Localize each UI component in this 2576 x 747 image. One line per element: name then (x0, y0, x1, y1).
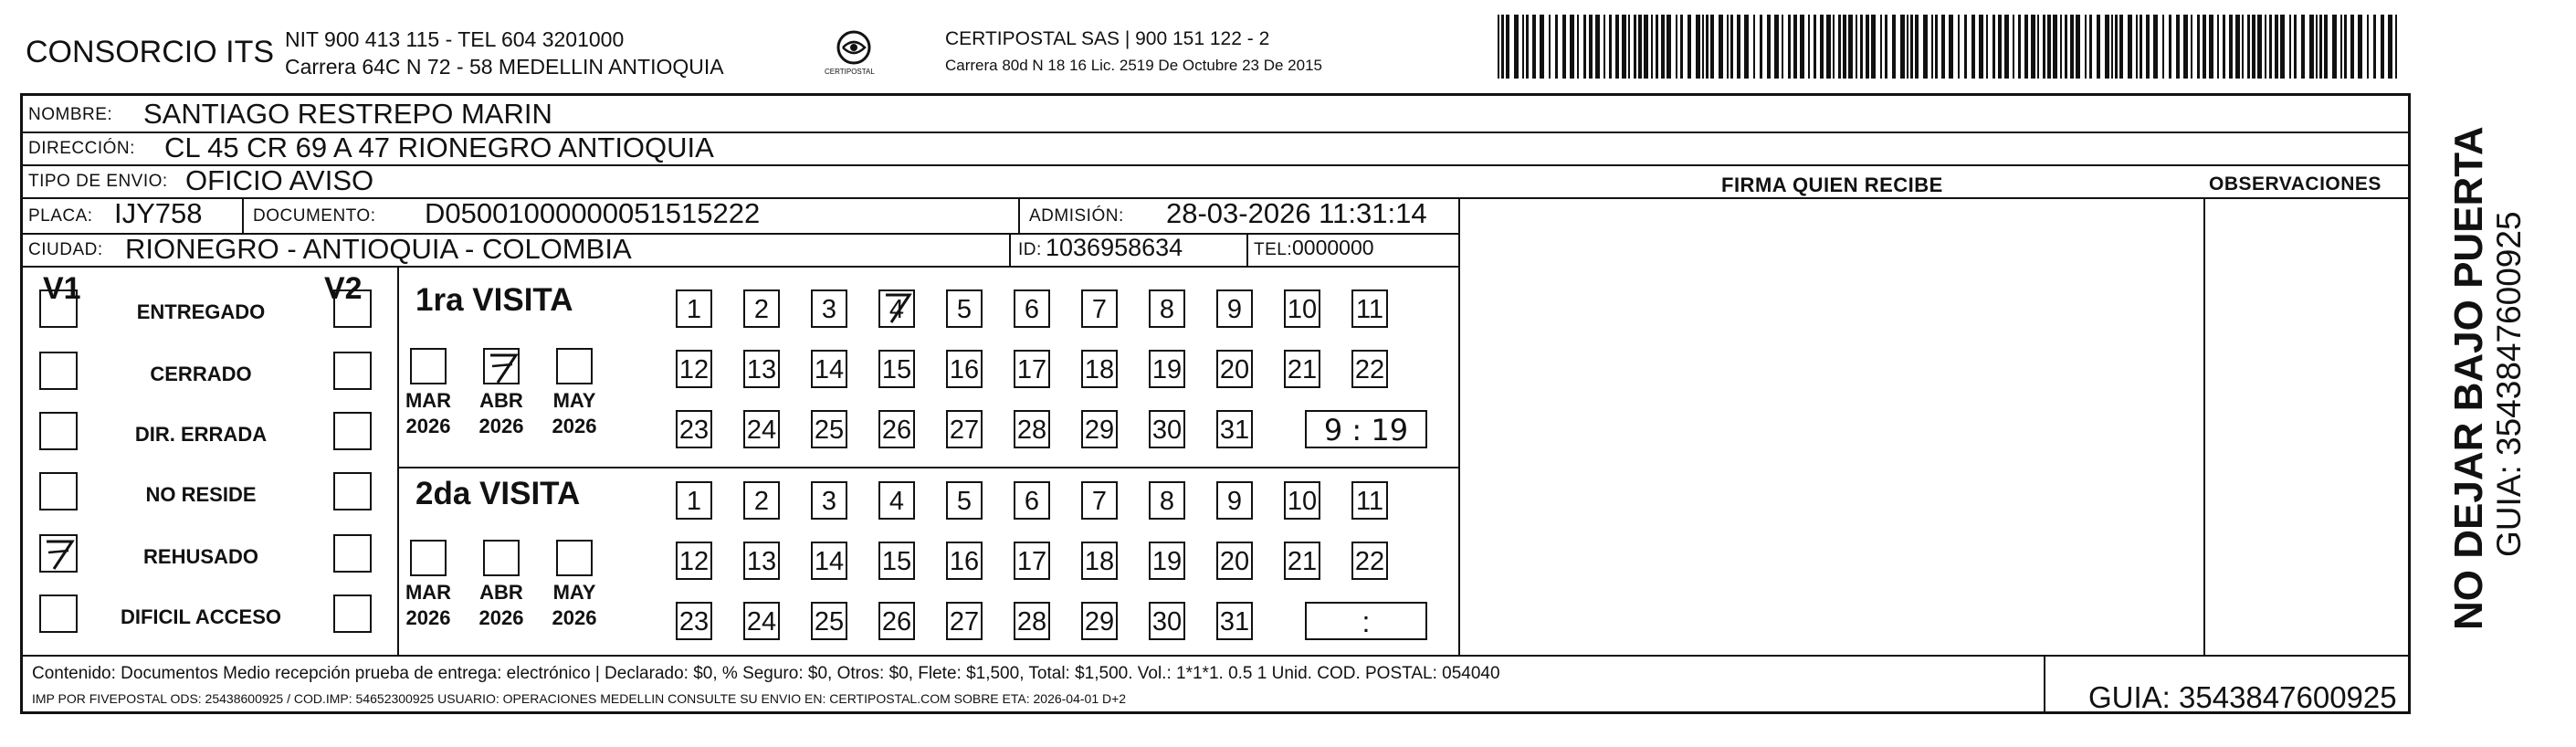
barcode-bar (1892, 15, 1896, 79)
day-box[interactable]: 9 (1216, 289, 1253, 328)
barcode-bar (2060, 15, 2062, 79)
barcode-bar (1667, 15, 1671, 79)
barcode-bar (1833, 15, 1835, 79)
barcode-bar (2169, 15, 2171, 79)
barcode-bar (2105, 15, 2109, 79)
barcode-bar (1860, 15, 1863, 79)
month-label: ABR (479, 389, 523, 412)
barcode-bar (2340, 15, 2342, 79)
barcode-bar (1656, 15, 1658, 79)
barcode-bar (1628, 15, 1630, 79)
day-box[interactable]: 7 (1081, 289, 1118, 328)
day-box[interactable]: 24 (743, 410, 780, 448)
day-box[interactable]: 14 (811, 542, 847, 580)
barcode-bar (1986, 15, 1988, 79)
v1-checkbox[interactable] (39, 534, 78, 573)
barcode-bar (2301, 15, 2305, 79)
barcode-bar (1514, 15, 1519, 79)
footer-print-info: IMP POR FIVEPOSTAL ODS: 25438600925 / COD.IMP: 54652300925 USUARIO: OPERACIONES MEDELLIN CONSULTE SU ENVIO EN: CERTIPOSTAL.COM SOBRE ETA: 2026-04-01 D+2 (32, 691, 1127, 706)
barcode-bar (1800, 15, 1804, 79)
day-box[interactable]: 31 (1216, 410, 1253, 448)
barcode-bar (1615, 15, 1619, 79)
barcode-bar (2097, 15, 2100, 79)
tel-value: 0000000 (1292, 236, 1374, 259)
day-box[interactable]: 11 (1351, 289, 1388, 328)
day-box[interactable]: 16 (946, 350, 983, 388)
barcode-bar (2089, 15, 2092, 79)
day-box[interactable]: 27 (946, 602, 983, 640)
day-box[interactable]: 28 (1014, 602, 1050, 640)
day-box[interactable]: 13 (743, 350, 780, 388)
barcode-bar (2053, 15, 2057, 79)
barcode-bar (1923, 15, 1928, 79)
day-box[interactable]: 15 (878, 350, 915, 388)
barcode-bar (1871, 15, 1876, 79)
v1-checkbox[interactable] (39, 352, 78, 390)
barcode-bar (1676, 15, 1677, 79)
barcode-bar (1788, 15, 1791, 79)
day-box[interactable]: 28 (1014, 410, 1050, 448)
day-box[interactable]: 6 (1014, 481, 1050, 520)
barcode-bar (1651, 15, 1653, 79)
status-label: DIFICIL ACCESO (120, 605, 281, 628)
company-info (285, 26, 724, 80)
status-label: CERRADO (150, 363, 252, 385)
day-box[interactable]: 3 (811, 481, 847, 520)
nombre-label: NOMBRE: (28, 105, 113, 124)
observaciones-heading: OBSERVACIONES (2209, 174, 2381, 195)
day-box[interactable]: 8 (1149, 289, 1185, 328)
certipostal-info (945, 26, 1322, 79)
day-box[interactable]: 25 (811, 410, 847, 448)
barcode-bar (1737, 15, 1740, 79)
day-box[interactable]: 7 (1081, 481, 1118, 520)
visit1-time: 9 : 19 (1305, 410, 1427, 448)
barcode-bar (2319, 15, 2322, 79)
barcode-bar (1644, 15, 1648, 79)
day-box[interactable]: 11 (1351, 481, 1388, 520)
barcode-bar (1744, 15, 1749, 79)
barcode-bar (2257, 15, 2262, 79)
barcode-bar (1727, 15, 1729, 79)
day-box[interactable]: 10 (1284, 481, 1320, 520)
day-box[interactable]: 5 (946, 289, 983, 328)
day-box[interactable]: 22 (1351, 350, 1388, 388)
barcode-bar (1964, 15, 1967, 79)
month-caption (474, 580, 529, 631)
placa-value: IJY758 (114, 197, 203, 229)
firma-heading: FIRMA QUIEN RECIBE (1721, 174, 1943, 196)
status-label: NO RESIDE (145, 483, 257, 506)
barcode-bar (2358, 15, 2362, 79)
id-label: ID: (1018, 240, 1042, 259)
barcode-bar (1706, 15, 1709, 79)
v2-checkbox[interactable] (333, 472, 372, 510)
barcode-bar (2217, 15, 2219, 79)
barcode-bar (1577, 15, 1579, 79)
barcode-bar (1900, 15, 1905, 79)
barcode-bar (2119, 15, 2123, 79)
year-label: 2026 (405, 606, 451, 629)
day-box[interactable]: 5 (946, 481, 983, 520)
barcode-bar (2043, 15, 2045, 79)
day-box[interactable]: 24 (743, 602, 780, 640)
day-box[interactable]: 31 (1216, 602, 1253, 640)
check-mark-icon (485, 350, 521, 386)
day-box[interactable]: 3 (811, 289, 847, 328)
delivery-form (20, 93, 2411, 714)
v2-checkbox[interactable] (333, 412, 372, 450)
footer-contents: Contenido: Documentos Medio recepción prueba de entrega: electrónico | Declarado: $0, % Seguro: $0, Otros: $0, Flete: $1,500, Total: $1,500. Vol.: 1*1*1. 0.5 1 Unid. COD. POSTAL: 054040 (32, 664, 1500, 683)
barcode-bar (1501, 15, 1504, 79)
barcode-bar (2018, 15, 2021, 79)
barcode-bar (1992, 15, 1995, 79)
barcode-bar (1767, 15, 1771, 79)
year-label: 2026 (478, 415, 524, 437)
company-name: CONSORCIO ITS (26, 35, 275, 69)
barcode-bar (1522, 15, 1524, 79)
day-box[interactable]: 23 (676, 410, 712, 448)
barcode-bar (1760, 15, 1762, 79)
barcode-bar (2203, 15, 2206, 79)
barcode-bar (1555, 15, 1558, 79)
ciudad-value: RIONEGRO - ANTIOQUIA - COLOMBIA (125, 233, 632, 265)
barcode-bar (1949, 15, 1953, 79)
barcode-bar (1498, 15, 1499, 79)
barcode-bar (1680, 15, 1683, 79)
v2-checkbox[interactable] (333, 594, 372, 633)
side-notice-line1: NO DEJAR BAJO PUERTA (2446, 126, 2491, 630)
documento-label: DOCUMENTO: (253, 206, 376, 226)
day-box[interactable]: 1 (676, 481, 712, 520)
barcode-bar (1562, 15, 1566, 79)
check-mark-icon (880, 291, 915, 326)
barcode-bar (1808, 15, 1810, 79)
barcode-bar (2309, 15, 2314, 79)
month-caption (401, 388, 456, 439)
barcode-bar (1506, 15, 1509, 79)
day-box[interactable]: 16 (946, 542, 983, 580)
month-label: MAR (405, 581, 452, 604)
barcode-bar (2037, 15, 2039, 79)
barcode-bar (2367, 15, 2369, 79)
day-box[interactable]: 26 (878, 410, 915, 448)
status-label: REHUSADO (143, 545, 258, 568)
month-checkbox[interactable] (410, 540, 447, 576)
barcode-bar (1583, 15, 1586, 79)
month-caption (401, 580, 456, 631)
logo-text: CERTIPOSTAL (825, 68, 875, 76)
v2-checkbox[interactable] (333, 289, 372, 328)
day-box[interactable]: 29 (1081, 410, 1118, 448)
nit-line: NIT 900 413 115 - TEL 604 3201000 (285, 27, 625, 51)
barcode-bar (1719, 15, 1723, 79)
barcode-bar (1856, 15, 1857, 79)
barcode-bar (1826, 15, 1831, 79)
barcode-bar (1688, 15, 1691, 79)
barcode-bar (2024, 15, 2028, 79)
barcode-bar (1915, 15, 1919, 79)
day-box[interactable]: 21 (1284, 350, 1320, 388)
day-box[interactable]: 12 (676, 542, 712, 580)
barcode-bar (1866, 15, 1869, 79)
barcode-bar (1935, 15, 1938, 79)
day-box[interactable]: 27 (946, 410, 983, 448)
visit2-time: : (1305, 602, 1427, 640)
barcode-bar (2344, 15, 2347, 79)
barcode-bar (2381, 15, 2384, 79)
v1-checkbox[interactable] (39, 289, 78, 328)
barcode-bar (1793, 15, 1797, 79)
barcode-bar (1998, 15, 2002, 79)
day-box[interactable]: 15 (878, 542, 915, 580)
barcode-bar (2191, 15, 2192, 79)
barcode-bar (2013, 15, 2014, 79)
barcode-bar (1532, 15, 1536, 79)
barcode-bar (1910, 15, 1913, 79)
month-label: ABR (479, 581, 523, 604)
barcode-bar (1634, 15, 1636, 79)
barcode-bar (2111, 15, 2113, 79)
barcode-bar (2115, 15, 2118, 79)
barcode-bar (2183, 15, 2188, 79)
barcode-bar (2047, 15, 2051, 79)
barcode-bar (2373, 15, 2376, 79)
year-label: 2026 (405, 415, 451, 437)
month-label: MAY (552, 581, 596, 604)
barcode-bar (1907, 15, 1908, 79)
barcode-bar (2324, 15, 2328, 79)
day-box[interactable]: 12 (676, 350, 712, 388)
status-label: DIR. ERRADA (134, 423, 268, 446)
month-label: MAY (552, 389, 596, 412)
barcode-bar (2085, 15, 2087, 79)
admision-value: 28-03-2026 11:31:14 (1166, 197, 1427, 229)
v1-checkbox[interactable] (39, 412, 78, 450)
day-box[interactable]: 29 (1081, 602, 1118, 640)
month-caption (547, 388, 602, 439)
documento-value: D05001000000051515222 (425, 197, 761, 229)
month-checkbox[interactable] (483, 348, 520, 384)
barcode-bar (2070, 15, 2074, 79)
month-caption (547, 580, 602, 631)
barcode-bar (1603, 15, 1605, 79)
barcode-bar (2235, 15, 2240, 79)
month-checkbox[interactable] (556, 540, 593, 576)
barcode-bar (1931, 15, 1933, 79)
day-box[interactable]: 23 (676, 602, 712, 640)
barcode-bar (2316, 15, 2318, 79)
tipo-label: TIPO DE ENVIO: (28, 172, 168, 191)
day-box[interactable]: 2 (743, 289, 780, 328)
barcode-bar (1979, 15, 1983, 79)
day-box[interactable]: 30 (1149, 410, 1185, 448)
barcode-bar (1622, 15, 1626, 79)
day-box[interactable]: 22 (1351, 542, 1388, 580)
day-box[interactable]: 1 (676, 289, 712, 328)
month-checkbox[interactable] (410, 348, 447, 384)
day-box[interactable]: 10 (1284, 289, 1320, 328)
barcode-bar (1885, 15, 1887, 79)
barcode-bar (2153, 15, 2158, 79)
barcode-bar (2076, 15, 2080, 79)
admision-label: ADMISIÓN: (1029, 206, 1124, 226)
barcode-bar (1661, 15, 1665, 79)
day-box[interactable]: 17 (1014, 350, 1050, 388)
side-notice (2418, 82, 2546, 648)
barcode-bar (1880, 15, 1882, 79)
day-number: 4 (888, 295, 905, 324)
v2-checkbox[interactable] (333, 352, 372, 390)
v2-checkbox[interactable] (333, 534, 372, 573)
barcode-bar (1838, 15, 1841, 79)
year-label: 2026 (552, 606, 597, 629)
month-label: MAR (405, 389, 452, 412)
year-label: 2026 (478, 606, 524, 629)
barcode-bar (2065, 15, 2067, 79)
day-box[interactable]: 30 (1149, 602, 1185, 640)
v2-heading: V2 (324, 271, 363, 306)
barcode-bar (1730, 15, 1733, 79)
tel-label: TEL: (1254, 240, 1293, 259)
barcode-bar (1710, 15, 1714, 79)
address-line: Carrera 64C N 72 - 58 MEDELLIN ANTIOQUIA (285, 55, 724, 79)
barcode-bar (2128, 15, 2132, 79)
day-box[interactable]: 25 (811, 602, 847, 640)
certi-sub: Carrera 80d N 18 16 Lic. 2519 De Octubre 23 De 2015 (945, 57, 1322, 74)
barcode-bar (2294, 15, 2297, 79)
day-box[interactable]: 21 (1284, 542, 1320, 580)
direccion-value: CL 45 CR 69 A 47 RIONEGRO ANTIOQUIA (164, 132, 714, 163)
month-checkbox[interactable] (556, 348, 593, 384)
check-mark-icon (41, 536, 78, 573)
barcode-bar (2275, 15, 2278, 79)
day-box[interactable]: 18 (1081, 350, 1118, 388)
day-box[interactable]: 19 (1149, 350, 1185, 388)
day-box[interactable]: 8 (1149, 481, 1185, 520)
barcode-bar (2265, 15, 2266, 79)
year-label: 2026 (552, 415, 597, 437)
barcode-bar (2136, 15, 2138, 79)
barcode-bar (1820, 15, 1824, 79)
v1-checkbox[interactable] (39, 594, 78, 633)
status-label: ENTREGADO (136, 300, 266, 323)
barcode-bar (2247, 15, 2250, 79)
barcode-bar (2229, 15, 2233, 79)
barcode-bar (2004, 15, 2009, 79)
barcode-bar (1638, 15, 1642, 79)
barcode-bar (1526, 15, 1529, 79)
barcode-bar (2162, 15, 2164, 79)
barcode-bar (1540, 15, 1544, 79)
barcode-bar (1971, 15, 1975, 79)
nombre-value: SANTIAGO RESTREPO MARIN (143, 98, 552, 130)
direccion-label: DIRECCIÓN: (28, 139, 135, 158)
day-box[interactable]: 2 (743, 481, 780, 520)
barcode-bar (2031, 15, 2035, 79)
barcode-bar (2223, 15, 2225, 79)
barcode-bar (1702, 15, 1704, 79)
barcode-bar (2395, 15, 2397, 79)
month-checkbox[interactable] (483, 540, 520, 576)
barcode-bar (1696, 15, 1700, 79)
day-box[interactable] (878, 289, 915, 328)
side-notice-line2: GUIA: 3543847600925 (2490, 211, 2528, 557)
v1-checkbox[interactable] (39, 472, 78, 510)
barcode-bar (1843, 15, 1846, 79)
barcode-bar (2252, 15, 2255, 79)
tipo-value: OFICIO AVISO (185, 164, 374, 196)
barcode-bar (2289, 15, 2291, 79)
barcode-bar (2269, 15, 2272, 79)
barcode-bar (2176, 15, 2180, 79)
barcode-bar (1589, 15, 1593, 79)
barcode-bar (2197, 15, 2200, 79)
barcode-bar (1595, 15, 1600, 79)
day-box[interactable]: 26 (878, 602, 915, 640)
day-box[interactable]: 20 (1216, 542, 1253, 580)
barcode-bar (1814, 15, 1816, 79)
day-box[interactable]: 4 (878, 481, 915, 520)
day-box[interactable]: 9 (1216, 481, 1253, 520)
id-value: 1036958634 (1046, 234, 1183, 261)
guia-number: GUIA: 3543847600925 (2088, 680, 2397, 714)
day-box[interactable]: 19 (1149, 542, 1185, 580)
day-box[interactable]: 6 (1014, 289, 1050, 328)
barcode-bar (1958, 15, 1960, 79)
barcode-bar (2280, 15, 2285, 79)
barcode-bar (1753, 15, 1755, 79)
barcode-icon (1498, 15, 2402, 79)
barcode-bar (1782, 15, 1783, 79)
month-caption (474, 388, 529, 439)
ciudad-label: CIUDAD: (28, 240, 103, 259)
barcode-bar (2209, 15, 2213, 79)
day-box[interactable]: 13 (743, 542, 780, 580)
barcode-bar (1848, 15, 1853, 79)
barcode-bar (2242, 15, 2244, 79)
day-box[interactable]: 14 (811, 350, 847, 388)
certi-line: CERTIPOSTAL SAS | 900 151 122 - 2 (945, 28, 1270, 49)
day-box[interactable]: 18 (1081, 542, 1118, 580)
placa-label: PLACA: (28, 206, 93, 226)
barcode-bar (2388, 15, 2392, 79)
v1-heading: V1 (43, 271, 81, 306)
barcode-bar (2146, 15, 2150, 79)
barcode-bar (1774, 15, 1779, 79)
visit1-title: 1ra VISITA (415, 282, 573, 318)
barcode-bar (1570, 15, 1574, 79)
visit2-title: 2da VISITA (415, 476, 581, 511)
barcode-bar (2350, 15, 2354, 79)
barcode-bar (1549, 15, 1551, 79)
barcode-bar (2140, 15, 2142, 79)
barcode-bar (2332, 15, 2337, 79)
day-box[interactable]: 17 (1014, 542, 1050, 580)
barcode-bar (1941, 15, 1945, 79)
barcode-bar (1609, 15, 1612, 79)
day-box[interactable]: 20 (1216, 350, 1253, 388)
